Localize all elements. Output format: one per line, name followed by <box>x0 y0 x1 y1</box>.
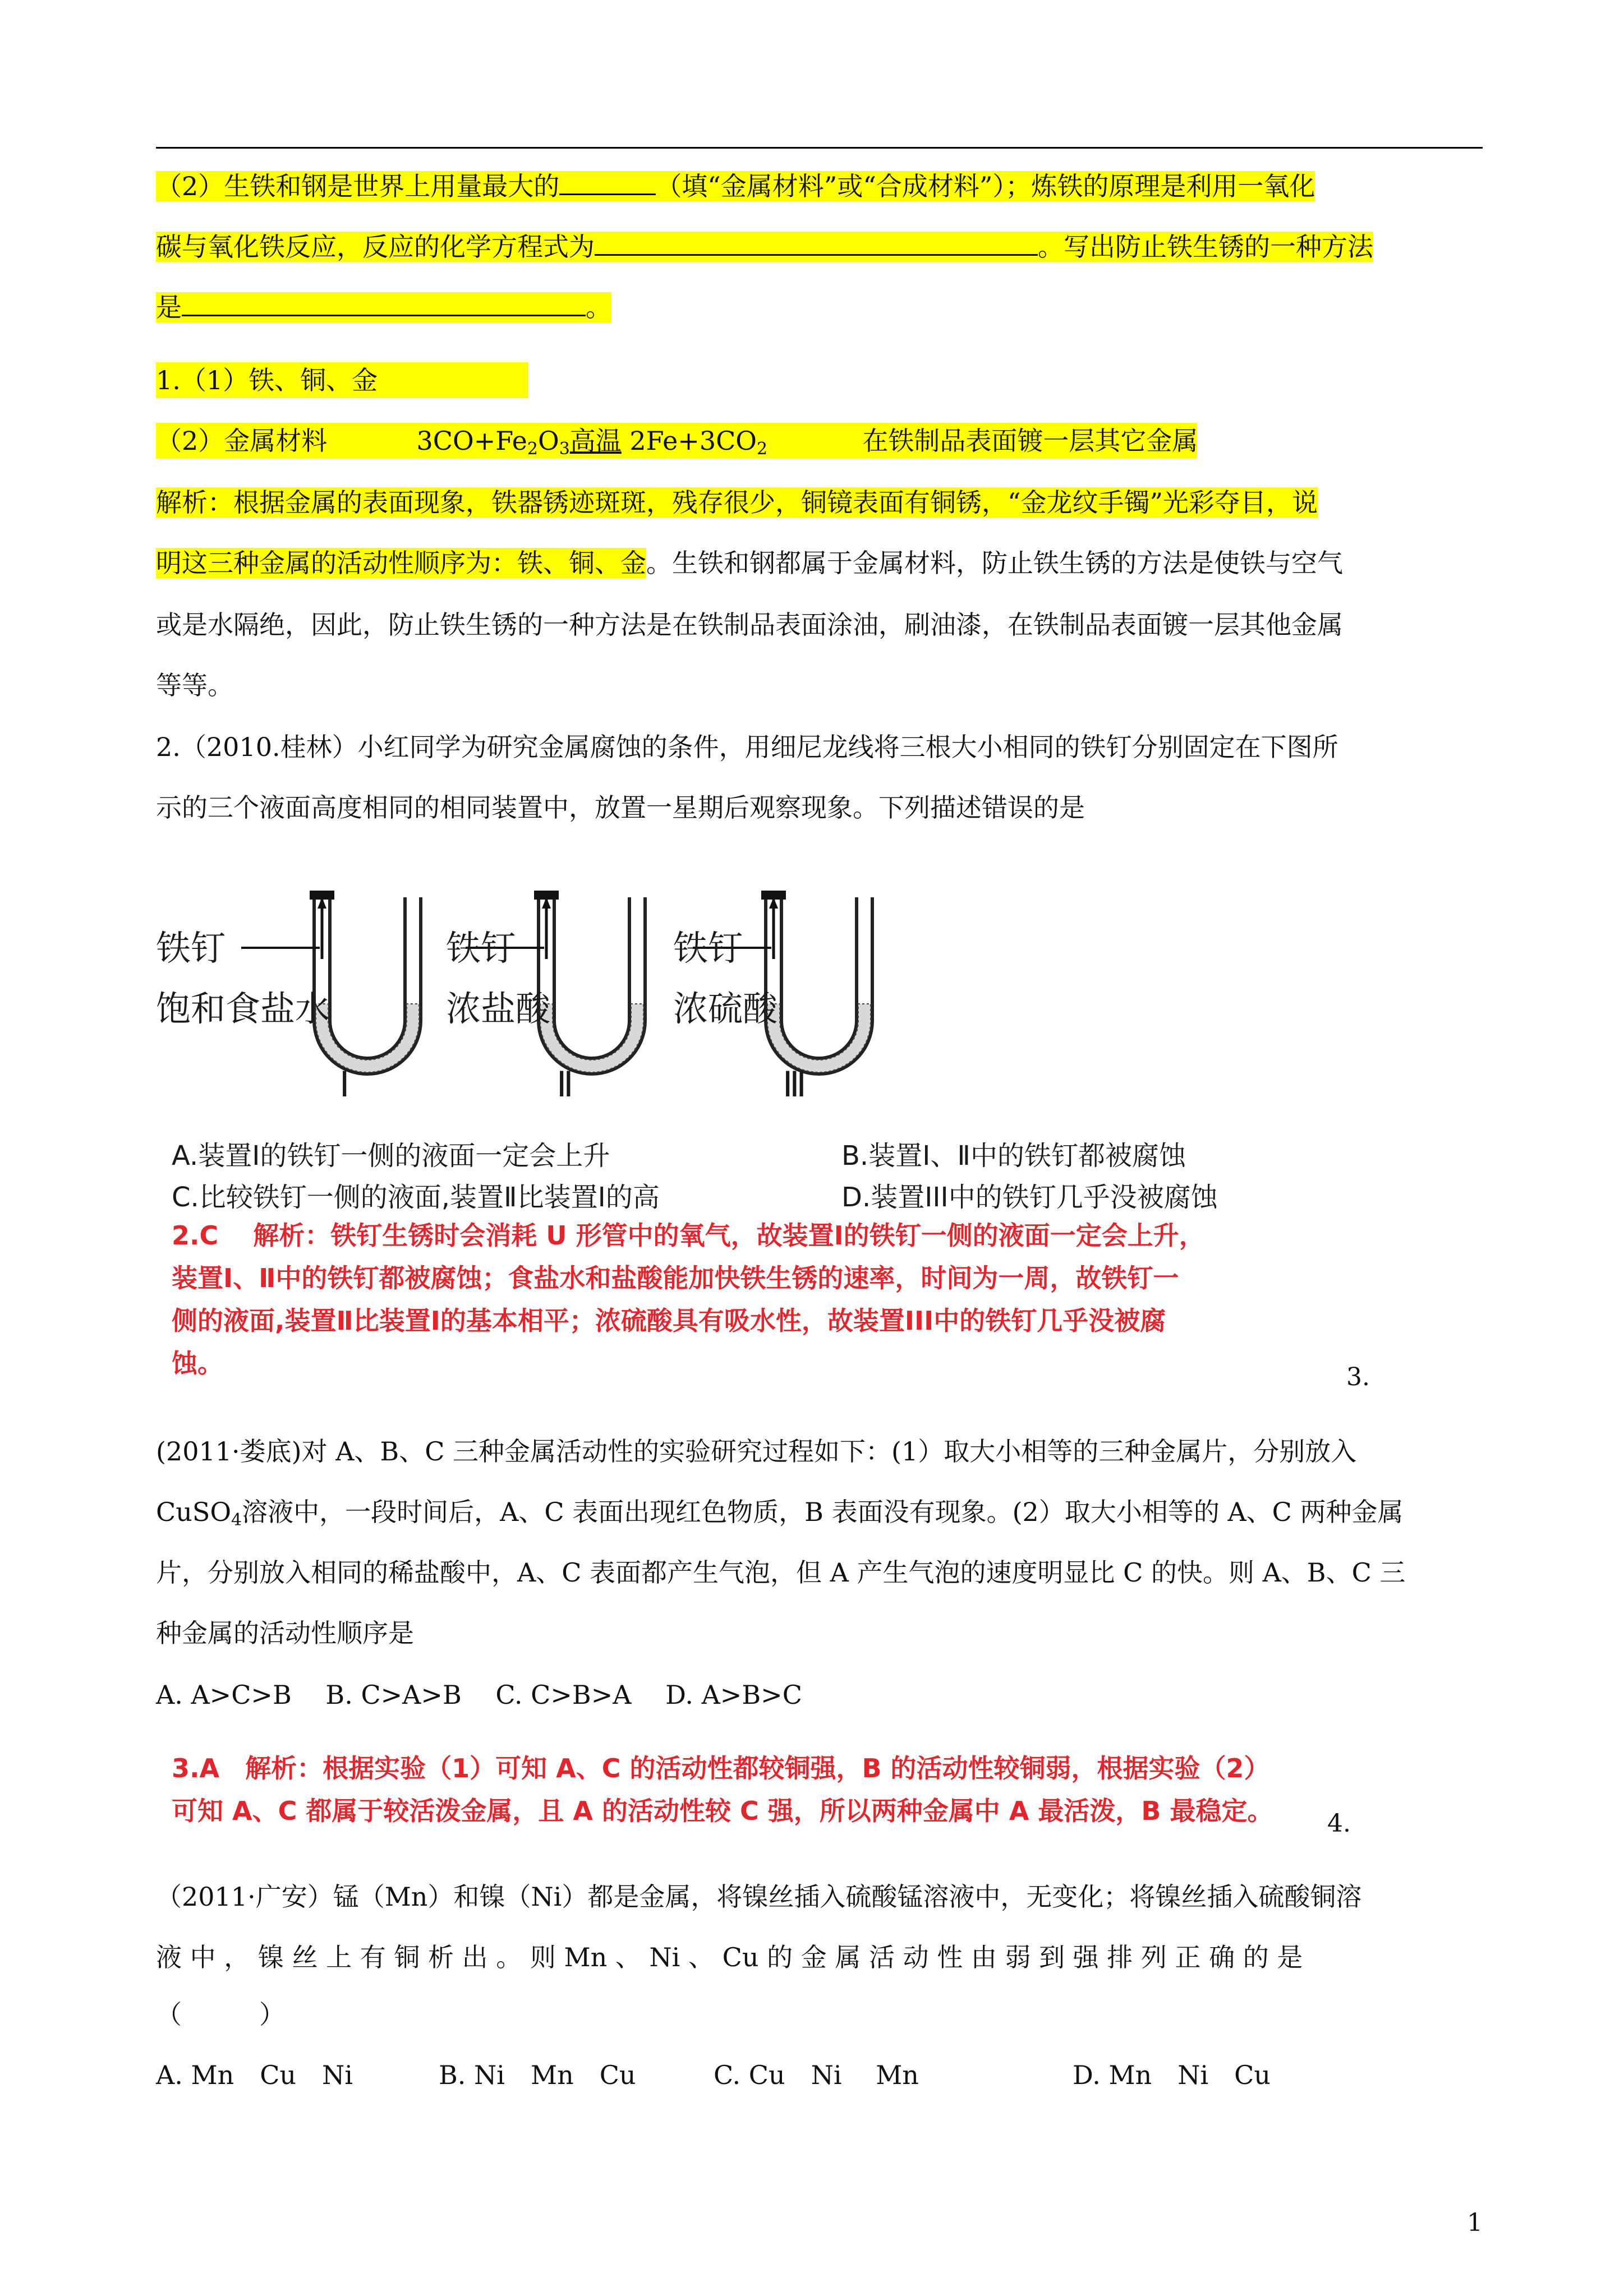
q4-line3: （ ） <box>156 1999 285 2030</box>
q4-option-b[interactable]: B. Ni Mn Cu <box>439 2060 636 2090</box>
u-tube-figure <box>151 875 959 1116</box>
q2-option-c[interactable]: C.比较铁钉一侧的液面,装置Ⅱ比装置Ⅰ的高 <box>172 1182 660 1213</box>
u-tube-1 <box>241 891 421 1074</box>
q4-line2: 液 中 ， 镍 丝 上 有 铜 析 出 。 则 Mn 、 Ni 、 Cu 的 金 属 活 动 性 由 弱 到 强 排 列 正 确 的 是 <box>156 1942 1303 1972</box>
q4-option-c[interactable]: C. Cu Ni Mn <box>714 2060 919 2090</box>
device-label-2: Ⅱ <box>556 1064 574 1105</box>
q4-option-a[interactable]: A. Mn Cu Ni <box>156 2060 353 2090</box>
nail-label-2: 铁钉 <box>446 928 516 969</box>
analysis1-line3: 或是水隔绝，因此，防止铁生锈的一种方法是在铁制品表面涂油，刷油漆，在铁制品表面镀一层其他金属 <box>156 610 1343 640</box>
q3-line3: 片，分别放入相同的稀盐酸中，A、C 表面都产生气泡，但 A 产生气泡的速度明显比 C 的快。则 A、B、C 三 <box>156 1557 1406 1588</box>
q1-part2-line2: 碳与氧化铁反应，反应的化学方程式为 。写出防止铁生锈的一种方法 <box>156 229 1483 265</box>
q3-answer-line2: 可知 A、C 都属于较活泼金属，且 A 的活动性较 C 强，所以两种金属中 A 最活泼，B 最稳定。 <box>172 1796 1273 1826</box>
q2-answer-line1: 2.C 解析：铁钉生锈时会消耗 U 形管中的氧气，故装置Ⅰ的铁钉一侧的液面一定会上升， <box>172 1220 1205 1251</box>
answer1-line2: （2）金属材料 $3CO+Fe_2O_3$高温 $2Fe+3CO_2$ 在铁制品表面镀一层其它金属 <box>156 423 1483 459</box>
answer-blank[interactable] <box>182 290 586 316</box>
q2-option-d[interactable]: D.装置III中的铁钉几乎没被腐蚀 <box>841 1182 1218 1213</box>
q2-answer-line3: 侧的液面,装置Ⅱ比装置Ⅰ的基本相平；浓硫酸具有吸水性，故装置III中的铁钉几乎没被腐 <box>172 1306 1166 1336</box>
liquid-label-2: 浓盐酸 <box>446 988 551 1029</box>
q1-part2-line1: （2）生铁和钢是世界上用量最大的 （填“金属材料”或“合成材料”）；炼铁的原理是利用一氧化 <box>156 168 1483 204</box>
answer-blank[interactable] <box>595 229 1038 256</box>
q2-line2: 示的三个液面高度相同的相同装置中，放置一星期后观察现象。下列描述错误的是 <box>156 792 1085 823</box>
q4-line1: （2011·广安）锰（Mn）和镍（Ni）都是金属，将镍丝插入硫酸锰溶液中，无变化；将镍丝插入硫酸铜溶 <box>156 1882 1362 1912</box>
analysis1-line4: 等等。 <box>156 670 233 700</box>
chemical-equation: $3CO+Fe_2O_3$高温 $2Fe+3CO_2$ <box>416 426 768 459</box>
answer1-line1: 1.（1）铁、铜、金 <box>156 362 1483 398</box>
header-rule <box>156 147 1483 149</box>
q3-answer-line1: 3.A 解析：根据实验（1）可知 A、C 的活动性都较铜强，B 的活动性较铜弱，根据实验（2） <box>172 1753 1270 1783</box>
q3-line2: CuSO$_4$溶液中，一段时间后，A、C 表面出现红色物质，B 表面没有现象。(2）取大小相等的 A、C 两种金属 <box>156 1497 1404 1530</box>
q2-answer-line4: 蚀。 <box>172 1348 223 1378</box>
q4-options <box>156 2057 1483 2093</box>
u-tube-2 <box>466 891 645 1074</box>
nail-label-3: 铁钉 <box>673 928 743 969</box>
q3-line4: 种金属的活动性顺序是 <box>156 1618 414 1648</box>
q2-option-a[interactable]: A.装置Ⅰ的铁钉一侧的液面一定会上升 <box>172 1140 610 1172</box>
analysis1-line2: 明这三种金属的活动性顺序为：铁、铜、金。生铁和钢都属于金属材料，防止铁生锈的方法是使铁与空气 <box>156 548 1343 578</box>
device-label-1: Ⅰ <box>339 1064 350 1105</box>
u-tube-3 <box>693 891 872 1074</box>
answer-blank[interactable] <box>559 169 656 195</box>
device-label-3: Ⅲ <box>783 1064 807 1105</box>
q3-options[interactable]: A. A>C>B B. C>A>B C. C>B>A D. A>B>C <box>156 1680 802 1710</box>
page-number: 1 <box>1467 2209 1483 2237</box>
nail-label-1: 铁钉 <box>156 928 226 969</box>
q4-option-d[interactable]: D. Mn Ni Cu <box>1073 2060 1271 2090</box>
q2-option-b[interactable]: B.装置Ⅰ、Ⅱ中的铁钉都被腐蚀 <box>841 1140 1186 1172</box>
q1-part2-line3: 是 。 <box>156 289 1483 325</box>
q3-line1: (2011·娄底)对 A、B、C 三种金属活动性的实验研究过程如下：(1）取大小相等的三种金属片，分别放入 <box>156 1436 1357 1467</box>
liquid-label-1: 饱和食盐水 <box>156 988 330 1029</box>
q2-line1: 2.（2010.桂林）小红同学为研究金属腐蚀的条件，用细尼龙线将三根大小相同的铁钉分别固定在下图所 <box>156 732 1338 762</box>
liquid-label-3: 浓硫酸 <box>673 988 778 1029</box>
analysis1-line1: 解析：根据金属的表面现象，铁器锈迹斑斑，残存很少，铜镜表面有铜锈，“金龙纹手镯”光彩夺目，说 <box>156 487 1318 518</box>
question-number-3: 3. <box>1346 1363 1370 1391</box>
q2-answer-line2: 装置Ⅰ、Ⅱ中的铁钉都被腐蚀；食盐水和盐酸能加快铁生锈的速率，时间为一周，故铁钉一 <box>172 1263 1179 1293</box>
question-number-4: 4. <box>1327 1809 1351 1838</box>
